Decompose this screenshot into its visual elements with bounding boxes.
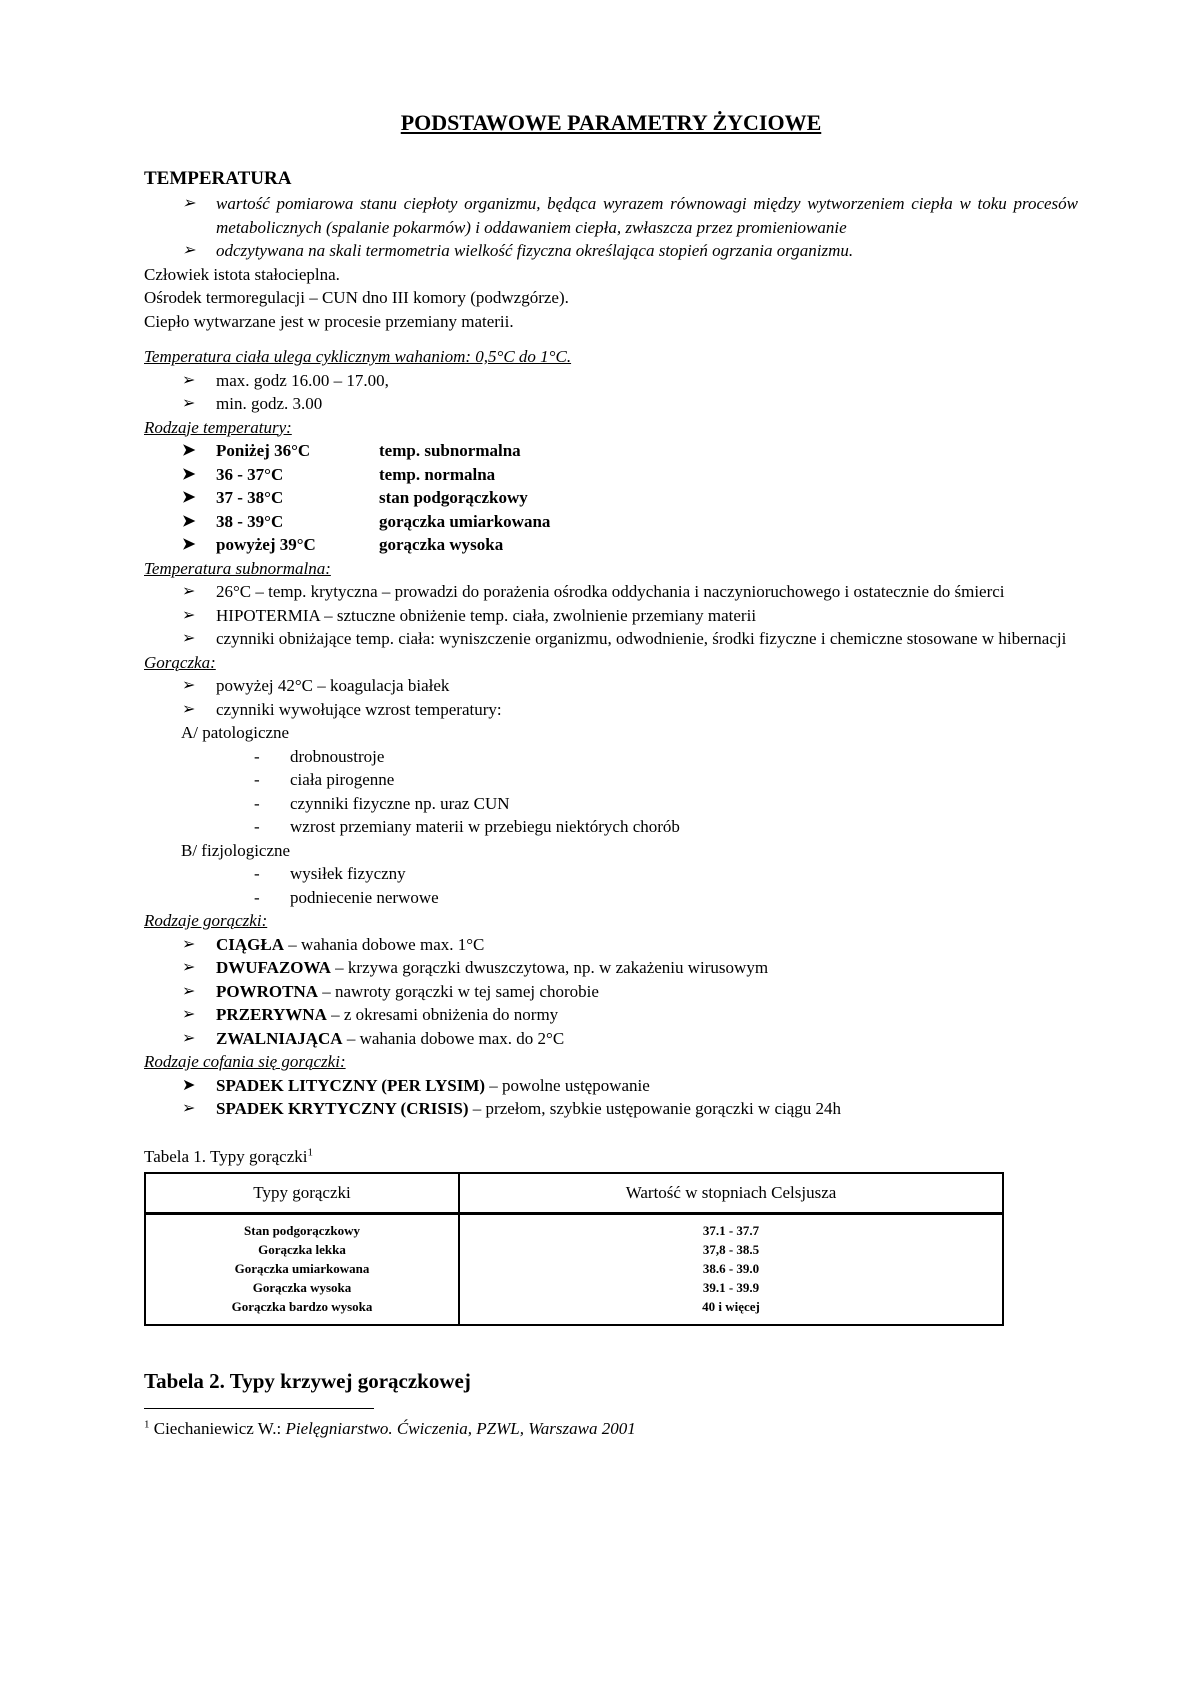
footnote-separator xyxy=(144,1408,374,1409)
footnote-ref: 1 xyxy=(307,1145,313,1158)
fever-list xyxy=(144,674,1078,721)
section-heading-temperatura: TEMPERATURA xyxy=(144,168,292,189)
list-item: ➢ POWROTNA – nawroty gorączki w tej samej chorobie xyxy=(144,980,1078,1004)
fever-value-column xyxy=(459,1214,1003,1326)
arrow-bullet-icon: ➢ xyxy=(182,935,196,953)
arrow-bullet-icon: ➢ xyxy=(182,630,196,647)
fever-types-table xyxy=(144,1172,1004,1326)
list-item: ➢ min. godz. 3.00 xyxy=(144,392,1078,416)
list-item: ➢ wartość pomiarowa stanu ciepłoty organizmu, będąca wyrazem równowagi między wytworzeniem ciepła w toku procesów metabolicznych (spalanie pokarmów) i oddawaniem ciepła, zwłaszcza przez promieniowanie xyxy=(182,194,1078,237)
table-header-cell: Typy gorączki xyxy=(145,1173,459,1214)
arrow-bullet-icon: ➢ xyxy=(182,395,196,412)
arrow-bullet-icon: ➤ xyxy=(182,442,196,459)
list-item: - drobnoustroje xyxy=(144,745,1078,769)
table-cell: Gorączka bardzo wysoka xyxy=(231,1299,373,1314)
group-label-b: B/ fizjologiczne xyxy=(181,840,291,860)
arrow-bullet-icon: ➢ xyxy=(182,242,196,259)
subheading-subnormalna: Temperatura subnormalna: xyxy=(144,558,331,578)
list-item: - wzrost przemiany materii w przebiegu niektórych chorób xyxy=(144,815,1078,839)
list-item: ➢ powyżej 42°C – koagulacja białek xyxy=(144,674,1078,698)
subheading-cofanie: Rodzaje cofania się gorączki: xyxy=(144,1052,346,1071)
definition-list xyxy=(144,192,1078,263)
arrow-bullet-icon: ➢ xyxy=(182,959,196,976)
list-item: ➢ CIĄGŁA – wahania dobowe max. 1°C xyxy=(144,933,1078,957)
dash-bullet-icon: - xyxy=(254,817,260,836)
table-cell: 40 i więcej xyxy=(702,1299,760,1314)
fact-line: Ośrodek termoregulacji – CUN dno III komory (podwzgórze). xyxy=(144,288,569,307)
arrow-bullet-icon: ➤ xyxy=(182,512,196,530)
list-item: - czynniki fizyczne np. uraz CUN xyxy=(144,792,1078,816)
arrow-bullet-icon: ➤ xyxy=(182,1076,196,1094)
table-cell: 38.6 - 39.0 xyxy=(702,1261,760,1276)
arrow-bullet-icon: ➢ xyxy=(182,1006,196,1023)
list-item: ➤ 37 - 38°C stan podgorączkowy xyxy=(144,486,1078,510)
subheading-cykliczne: Temperatura ciała ulega cyklicznym wahaniom: 0,5°C do 1°C. xyxy=(144,347,572,366)
spacer xyxy=(144,333,1078,345)
subheading-rodzaje-goraczki: Rodzaje gorączki: xyxy=(144,911,268,930)
dash-bullet-icon: - xyxy=(254,770,260,789)
list-item: ➢ 26°C – temp. krytyczna – prowadzi do porażenia ośrodka oddychania i naczynioruchowego i ostatecznie do śmierci xyxy=(144,580,1078,604)
list-item: ➢ czynniki wywołujące wzrost temperatury: xyxy=(144,698,1078,722)
arrow-bullet-icon: ➢ xyxy=(182,606,196,624)
arrow-bullet-icon: ➢ xyxy=(182,371,196,389)
list-item: ➤ 38 - 39°C gorączka umiarkowana xyxy=(144,510,1078,534)
arrow-bullet-icon: ➢ xyxy=(182,677,196,694)
table-row xyxy=(145,1214,1003,1326)
group-b-list xyxy=(144,862,1078,909)
arrow-bullet-icon: ➢ xyxy=(182,583,196,600)
fever-types-list xyxy=(144,933,1078,1051)
arrow-bullet-icon: ➤ xyxy=(182,489,196,506)
document-content xyxy=(144,108,1078,1440)
list-item: ➢ odczytywana na skali termometria wielkość fizyczna określająca stopień ogrzania organizmu. xyxy=(144,239,1078,263)
fact-line: Człowiek istota stałocieplna. xyxy=(144,264,340,284)
table-cell: 37.1 - 37.7 xyxy=(702,1223,760,1238)
list-item: ➤ 36 - 37°C temp. normalna xyxy=(144,463,1078,487)
table-header-cell: Wartość w stopniach Celsjusza xyxy=(459,1173,1003,1214)
dash-bullet-icon: - xyxy=(254,887,260,907)
subheading-rodzaje-temperatury: Rodzaje temperatury: xyxy=(144,417,292,437)
list-item: ➤ SPADEK LITYCZNY (PER LYSIM) – powolne ustępowanie xyxy=(144,1074,1078,1098)
list-item: ➢ czynniki obniżające temp. ciała: wyniszczenie organizmu, odwodnienie, środki fizyczne i chemiczne stosowane w hibernacji xyxy=(144,627,1078,651)
table-cell: Gorączka lekka xyxy=(258,1242,346,1257)
dash-bullet-icon: - xyxy=(254,793,260,813)
table-cell: Gorączka wysoka xyxy=(252,1280,352,1295)
table-cell: Stan podgorączkowy xyxy=(244,1223,360,1238)
footnote-mark: 1 xyxy=(144,1417,150,1430)
table-header-row xyxy=(145,1173,1003,1214)
list-item: - wysiłek fizyczny xyxy=(144,862,1078,886)
list-item: ➢ max. godz 16.00 – 17.00, xyxy=(144,369,1078,393)
fever-type-column xyxy=(145,1214,459,1326)
page-title: PODSTAWOWE PARAMETRY ŻYCIOWE xyxy=(400,110,822,135)
list-item: ➢ ZWALNIAJĄCA – wahania dobowe max. do 2°C xyxy=(144,1027,1078,1051)
list-item: ➤ Poniżej 36°C temp. subnormalna xyxy=(144,439,1078,463)
list-item: ➢ HIPOTERMIA – sztuczne obniżenie temp. ciała, zwolnienie przemiany materii xyxy=(144,604,1078,628)
table-cell: Gorączka umiarkowana xyxy=(234,1261,370,1276)
dash-bullet-icon: - xyxy=(254,864,260,883)
group-a-list xyxy=(144,745,1078,839)
table-cell: 37,8 - 38.5 xyxy=(702,1242,760,1257)
resolution-list xyxy=(144,1074,1078,1121)
list-item: ➢ SPADEK KRYTYCZNY (CRISIS) – przełom, szybkie ustępowanie gorączki w ciągu 24h xyxy=(144,1097,1078,1121)
arrow-bullet-icon: ➤ xyxy=(182,465,196,483)
list-item: ➢ PRZERYWNA – z okresami obniżenia do normy xyxy=(144,1003,1078,1027)
list-item: ➢ DWUFAZOWA – krzywa gorączki dwuszczytowa, np. w zakażeniu wirusowym xyxy=(144,956,1078,980)
table2-caption: Tabela 2. Typy krzywej gorączkowej xyxy=(144,1369,471,1393)
arrow-bullet-icon: ➢ xyxy=(182,700,196,718)
fact-line: Ciepło wytwarzane jest w procesie przemiany materii. xyxy=(144,311,514,331)
arrow-bullet-icon: ➤ xyxy=(182,536,196,553)
arrow-bullet-icon: ➢ xyxy=(182,1029,196,1047)
arrow-bullet-icon: ➢ xyxy=(182,195,196,212)
group-label-a: A/ patologiczne xyxy=(181,723,290,742)
subheading-goraczka: Gorączka: xyxy=(144,652,216,672)
table-cell: 39.1 - 39.9 xyxy=(702,1280,760,1295)
dash-bullet-icon: - xyxy=(254,746,260,766)
table1-caption: Tabela 1. Typy gorączki$^1$ xyxy=(144,1145,313,1166)
list-item: - podniecenie nerwowe xyxy=(144,886,1078,910)
cycle-list xyxy=(144,369,1078,416)
temperature-types-list xyxy=(144,439,1078,557)
footnote: $^1$ Ciechaniewicz W.: Pielęgniarstwo. Ćwiczenia, PZWL, Warszawa 2001 xyxy=(144,1417,636,1438)
subnormal-list xyxy=(144,580,1078,651)
list-item: - ciała pirogenne xyxy=(144,768,1078,792)
footnote-source: Pielęgniarstwo. Ćwiczenia, PZWL, Warszawa 2001 xyxy=(285,1418,636,1438)
arrow-bullet-icon: ➢ xyxy=(182,982,196,1000)
list-item: ➤ powyżej 39°C gorączka wysoka xyxy=(144,533,1078,557)
arrow-bullet-icon: ➢ xyxy=(182,1100,196,1117)
